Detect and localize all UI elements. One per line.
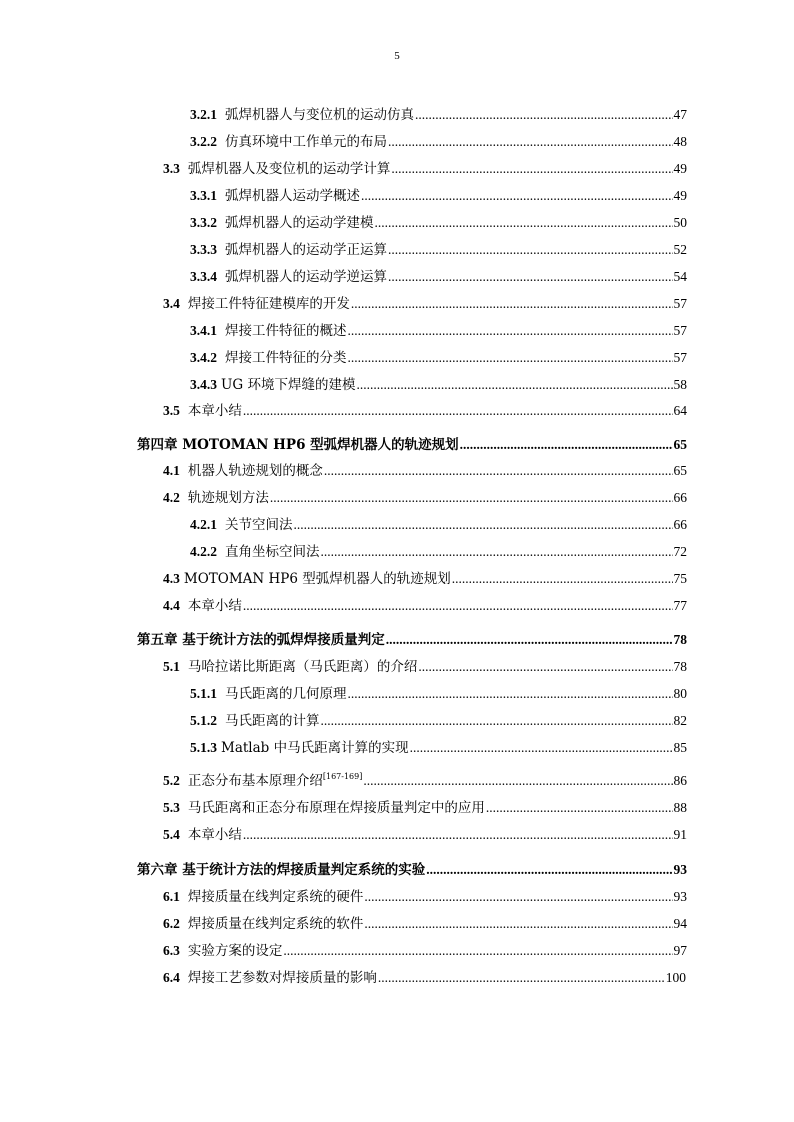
toc-entry-number: 3.3.3	[190, 242, 217, 257]
toc-entry-number: 3.3.4	[190, 269, 217, 284]
toc-entry-number: 3.4.1	[190, 323, 217, 338]
toc-chapter-6[interactable]	[137, 859, 687, 881]
dot-leader	[378, 967, 665, 989]
toc-entry-number: 6.2	[163, 916, 180, 931]
toc-entry-page: 49	[673, 161, 687, 176]
toc-entry-3-4[interactable]	[163, 293, 687, 315]
dot-leader	[283, 940, 672, 962]
toc-entry-6-3[interactable]	[163, 940, 687, 962]
dot-leader	[388, 239, 673, 261]
toc-entry-title	[188, 770, 362, 792]
toc-entry-4-2[interactable]	[163, 487, 687, 509]
toc-entry-number: 3.4.3	[190, 377, 217, 392]
toc-entry-3-5[interactable]	[163, 400, 687, 422]
toc-entry-title: 本章小结	[187, 403, 242, 419]
toc-entry-page: 54	[673, 269, 687, 284]
page-number: 5	[394, 50, 400, 62]
dot-leader	[243, 400, 673, 422]
toc-entry-page: 93	[673, 889, 687, 904]
toc-entry-number: 6.3	[163, 943, 180, 958]
toc-entry-number: 5.1.1	[190, 686, 217, 701]
dot-leader	[348, 683, 673, 705]
toc-entry-page: 77	[673, 598, 687, 613]
toc-entry-number: 4.2	[163, 490, 180, 505]
toc-entry-5-1[interactable]	[163, 656, 687, 678]
toc-entry-4-4[interactable]	[163, 595, 687, 617]
toc-entry-number: 3.3	[163, 161, 180, 176]
dot-leader	[364, 913, 672, 935]
toc-entry-title: 弧焊机器人的运动学建模	[225, 215, 374, 231]
toc-entry-3-4-3[interactable]	[190, 374, 687, 396]
dot-leader	[294, 514, 673, 536]
toc-entry-3-3-3[interactable]	[190, 239, 687, 261]
toc-entry-6-1[interactable]	[163, 886, 687, 908]
dot-leader	[324, 460, 673, 482]
toc-entry-title: 轨迹规划方法	[187, 490, 269, 506]
toc-entry-page: 52	[673, 242, 687, 257]
toc-entry-title: 本章小结	[187, 598, 242, 614]
toc-entry-page: 65	[673, 437, 687, 452]
toc-entry-title: UG 环境下焊缝的建模	[221, 377, 356, 393]
toc-entry-number: 3.3.1	[190, 188, 217, 203]
dot-leader	[348, 347, 673, 369]
toc-entry-title: 马氏距离的计算	[225, 713, 320, 729]
dot-leader	[410, 737, 673, 759]
toc-entry-page: 85	[673, 740, 687, 755]
toc-chapter-4[interactable]	[137, 434, 687, 456]
toc-entry-page: 57	[673, 296, 687, 311]
toc-entry-4-2-2[interactable]	[190, 541, 687, 563]
toc-entry-number: 4.1	[163, 463, 180, 478]
dot-leader	[391, 158, 672, 180]
toc-entry-title: 关节空间法	[225, 517, 293, 533]
toc-entry-page: 93	[673, 862, 687, 877]
dot-leader	[243, 824, 673, 846]
toc-entry-title: 弧焊机器人的运动学逆运算	[225, 269, 387, 285]
toc-entry-number: 6.4	[163, 970, 180, 985]
toc-entry-title: 焊接工件特征的分类	[225, 350, 347, 366]
dot-leader	[356, 374, 672, 396]
toc-entry-page: 80	[673, 686, 687, 701]
dot-leader	[388, 266, 673, 288]
toc-entry-page: 82	[673, 713, 687, 728]
toc-entry-title: 本章小结	[187, 827, 242, 843]
toc-entry-title: 直角坐标空间法	[225, 544, 320, 560]
toc-entry-title: 实验方案的设定	[187, 943, 283, 959]
toc-entry-5-1-1[interactable]	[190, 683, 687, 705]
dot-leader	[386, 629, 673, 651]
toc-entry-title: 焊接质量在线判定系统的软件	[187, 916, 364, 932]
toc-entry-page: 47	[673, 107, 687, 122]
toc-entry-page: 78	[673, 659, 687, 674]
toc-entry-page: 86	[673, 773, 687, 788]
dot-leader	[321, 541, 673, 563]
toc-entry-number: 5.1.2	[190, 713, 217, 728]
toc-entry-number: 5.1.3	[190, 740, 217, 755]
dot-leader	[375, 212, 673, 234]
toc-entry-title: 弧焊机器人运动学概述	[225, 188, 360, 204]
toc-entry-number: 3.4	[163, 296, 180, 311]
toc-chapter-title: 第五章 基于统计方法的弧焊焊接质量判定	[137, 632, 385, 648]
toc-entry-number: 5.2	[163, 773, 180, 788]
toc-entry-3-3-4[interactable]	[190, 266, 687, 288]
dot-leader	[321, 710, 673, 732]
toc-entry-3-3[interactable]	[163, 158, 687, 180]
toc-chapter-title: 第六章 基于统计方法的焊接质量判定系统的实验	[137, 862, 426, 878]
dot-leader	[426, 859, 672, 881]
toc-chapter-title: 第四章 MOTOMAN HP6 型弧焊机器人的轨迹规划	[137, 437, 459, 453]
toc-entry-number: 6.1	[163, 889, 180, 904]
toc-entry-6-4[interactable]	[163, 967, 686, 989]
toc-entry-page: 97	[673, 943, 687, 958]
toc-entry-page: 100	[665, 970, 686, 985]
toc-entry-6-2[interactable]	[163, 913, 687, 935]
toc-entry-title: 马氏距离的几何原理	[225, 686, 347, 702]
toc-entry-page: 75	[673, 571, 687, 586]
toc-entry-title: 焊接质量在线判定系统的硬件	[187, 889, 364, 905]
toc-entry-number: 4.4	[163, 598, 180, 613]
toc-entry-page: 91	[673, 827, 687, 842]
toc-entry-3-2-1[interactable]	[190, 104, 687, 126]
dot-leader	[388, 131, 673, 153]
dot-leader	[361, 185, 673, 207]
toc-entry-number: 5.4	[163, 827, 180, 842]
toc-entry-title: Matlab 中马氏距离计算的实现	[221, 740, 409, 756]
toc-entry-number: 3.2.1	[190, 107, 217, 122]
toc-entry-number: 4.3	[163, 571, 180, 586]
toc-entry-title: 焊接工件特征的概述	[225, 323, 347, 339]
citation-superscript: [167-169]	[322, 772, 363, 781]
toc-entry-title: 机器人轨迹规划的概念	[187, 463, 323, 479]
toc-entry-page: 65	[673, 463, 687, 478]
toc-entry-page: 72	[673, 544, 687, 559]
toc-chapter-5[interactable]	[137, 629, 687, 651]
toc-entry-3-2-2[interactable]	[190, 131, 687, 153]
toc-entry-5-2[interactable]	[163, 770, 687, 792]
toc-entry-number: 3.5	[163, 403, 180, 418]
toc-entry-5-1-3[interactable]	[190, 737, 687, 759]
toc-entry-page: 50	[673, 215, 687, 230]
dot-leader	[364, 886, 672, 908]
toc-entry-title: MOTOMAN HP6 型弧焊机器人的轨迹规划	[183, 571, 451, 587]
dot-leader	[415, 104, 673, 126]
dot-leader	[351, 293, 673, 315]
toc-entry-title: 弧焊机器人及变位机的运动学计算	[187, 161, 391, 177]
toc-entry-number: 3.4.2	[190, 350, 217, 365]
toc-entry-5-3[interactable]	[163, 797, 687, 819]
toc-entry-number: 4.2.1	[190, 517, 217, 532]
toc-entry-title: 焊接工件特征建模库的开发	[187, 296, 350, 312]
toc-entry-page: 57	[673, 323, 687, 338]
toc-entry-page: 49	[673, 188, 687, 203]
dot-leader	[348, 320, 673, 342]
toc-entry-page: 88	[673, 800, 687, 815]
toc-entry-title: 仿真环境中工作单元的布局	[225, 134, 387, 150]
toc-entry-page: 94	[673, 916, 687, 931]
dot-leader	[452, 568, 673, 590]
toc-entry-title: 马氏距离和正态分布原理在焊接质量判定中的应用	[187, 800, 485, 816]
dot-leader	[243, 595, 673, 617]
dot-leader	[460, 434, 673, 456]
dot-leader	[270, 487, 673, 509]
toc-entry-page: 66	[673, 517, 687, 532]
toc-entry-page: 58	[673, 377, 687, 392]
toc-entry-4-1[interactable]	[163, 460, 687, 482]
toc-entry-number: 3.3.2	[190, 215, 217, 230]
toc-entry-number: 4.2.2	[190, 544, 217, 559]
toc-entry-page: 48	[673, 134, 687, 149]
toc-entry-5-1-2[interactable]	[190, 710, 687, 732]
toc-entry-number: 5.3	[163, 800, 180, 815]
toc-entry-number: 3.2.2	[190, 134, 217, 149]
toc-entry-page: 64	[673, 403, 687, 418]
toc-entry-title-text: 正态分布基本原理介绍	[187, 773, 323, 789]
toc-entry-3-4-1[interactable]	[190, 320, 687, 342]
toc-entry-title: 焊接工艺参数对焊接质量的影响	[187, 970, 377, 986]
toc-entry-page: 78	[673, 632, 687, 647]
toc-entry-3-3-2[interactable]	[190, 212, 687, 234]
toc-entry-5-4[interactable]	[163, 824, 687, 846]
toc-entry-page: 57	[673, 350, 687, 365]
toc-entry-title: 弧焊机器人的运动学正运算	[225, 242, 387, 258]
dot-leader	[363, 770, 672, 792]
toc-entry-title: 弧焊机器人与变位机的运动仿真	[225, 107, 414, 123]
toc-entry-4-2-1[interactable]	[190, 514, 687, 536]
toc-entry-page: 66	[673, 490, 687, 505]
dot-leader	[486, 797, 673, 819]
dot-leader	[418, 656, 672, 678]
toc-entry-number: 5.1	[163, 659, 180, 674]
toc-entry-3-4-2[interactable]	[190, 347, 687, 369]
toc-entry-4-3[interactable]	[163, 568, 687, 590]
toc-entry-3-3-1[interactable]	[190, 185, 687, 207]
toc-entry-title: 马哈拉诺比斯距离（马氏距离）的介绍	[187, 659, 418, 675]
